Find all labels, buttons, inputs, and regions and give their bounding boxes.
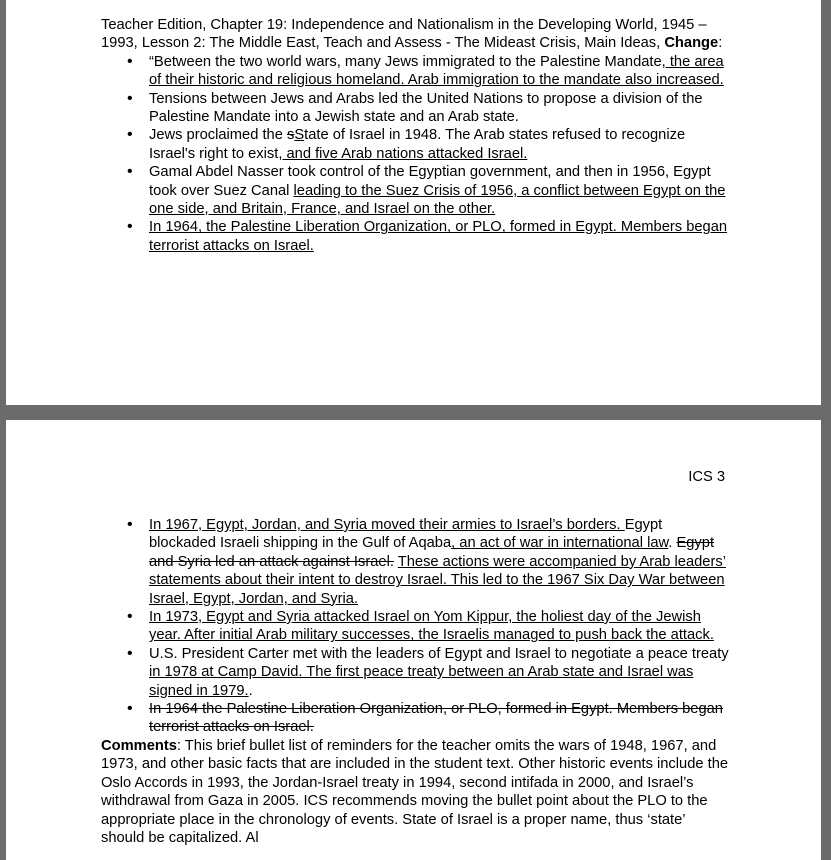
continued-bullet-list [101, 516, 731, 737]
bullet-item: • Jews proclaimed the sState of Israel in 1948. The Arab states refused to recognize Israel's right to exist, and five Arab nations attacked Israel. [101, 126, 731, 163]
bullet-item: • Tensions between Jews and Arabs led the United Nations to propose a division of the Palestine Mandate into a Jewish state and an Arab state. [101, 90, 731, 127]
change-label: Change [664, 35, 719, 52]
bullet-item: • In 1973, Egypt and Syria attacked Israel on Yom Kippur, the holiest day of the Jewish year. After initial Arab military successes, the Israelis managed to push back the attack. [101, 608, 731, 645]
bullet-item: • “Between the two world wars, many Jews immigrated to the Palestine Mandate, the area of their historic and religious homeland. Arab immigration to the mandate also increased. [101, 53, 731, 90]
bullet-item: • In 1964, the Palestine Liberation Organization, or PLO, formed in Egypt. Members began terrorist attacks on Israel. [101, 218, 731, 255]
page-number: ICS 3 [688, 469, 725, 485]
bullet-item: • In 1967, Egypt, Jordan, and Syria moved their armies to Israel’s borders. Egypt blockaded Israeli shipping in the Gulf of Aqaba, an act of war in international law. Egypt and Syria led an attack against Israel. These actions were accompanied by Arab leaders’ statements about their intent to destroy Israel. This led to the 1967 Six Day War between Israel, Egypt, Jordan, and Syria. [101, 516, 731, 608]
bullet-item: • U.S. President Carter met with the leaders of Egypt and Israel to negotiate a peace treaty in 1978 at Camp David. The first peace treaty between an Arab state and Israel was signed in 1979.. [101, 645, 731, 700]
document-page-1 [6, 0, 821, 405]
page1-text [101, 16, 731, 255]
bullet-item: • In 1964 the Palestine Liberation Organization, or PLO, formed in Egypt. Members began terrorist attacks on Israel. [101, 700, 731, 737]
change-bullet-list [101, 53, 731, 255]
comments-label: Comments [101, 737, 177, 754]
document-page-2 [6, 420, 821, 860]
bullet-item: • Gamal Abdel Nasser took control of the Egyptian government, and then in 1956, Egypt took over Suez Canal leading to the Suez Crisis of 1956, a conflict between Egypt on the one side, and Britain, France, and Israel on the other. [101, 163, 731, 218]
comments-paragraph: Comments: This brief bullet list of reminders for the teacher omits the wars of 1948, 1967, and 1973, and other basic facts that are included in the student text. Other historic events include the Oslo Accords in 1993, the Jordan-Israel treaty in 1994, second intifada in 2000, and Israel’s withdrawal from Gaza in 2005. ICS recommends moving the bullet point about the PLO to the appropriate place in the chronology of events. State of Israel is a proper name, thus ‘state’ should be capitalized. Al [101, 737, 729, 846]
page2-text [101, 516, 731, 847]
lesson-heading: Teacher Edition, Chapter 19: Independence and Nationalism in the Developing World, 1945 – 1993, Lesson 2: The Middle East, Teach and Assess - The Mideast Crisis, Main Ideas, Change: [101, 17, 723, 52]
